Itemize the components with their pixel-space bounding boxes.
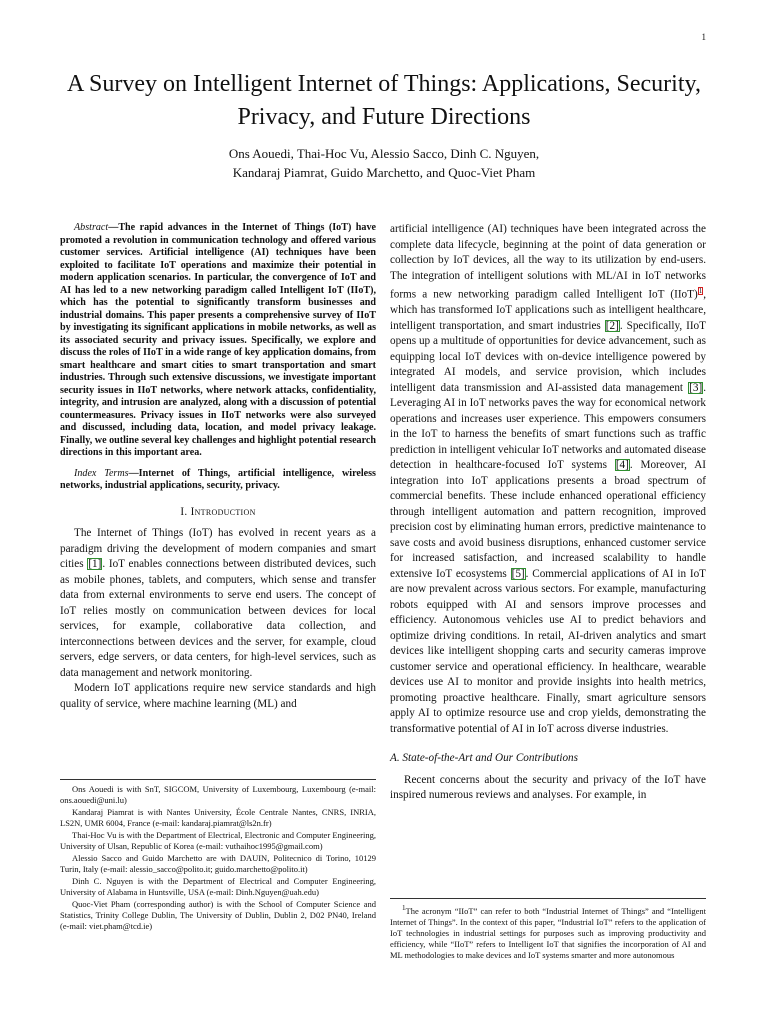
index-terms (60, 468, 376, 493)
left-column (60, 222, 376, 712)
section-title: Introduction (190, 505, 256, 518)
paper-title: A Survey on Intelligent Internet of Things: Applications, Security, Privacy, and Future Directions (67, 71, 701, 130)
affiliation-footnote: Ons Aouedi is with SnT, SIGCOM, University of Luxembourg, Luxembourg (e-mail: ons.aouedi@uni.lu) (60, 784, 376, 805)
right-text-b: , which has transformed IoT applications such as intelligent healthcare, intelligent transportation, and smart industries (390, 288, 706, 332)
footnote-text: The acronym “IIoT” can refer to both “Industrial Internet of Things” and “Intelligent Internet of Things”. In the context of this paper, “Industrial IoT” refers to the application of IoT technologies in industrial settings for purposes such as improving productivity and efficiency, while “IIoT” refers to Intelligent IoT that signifies the incorporation of AI and ML methodologies to make devices and IoT systems smarter and more autonomous (390, 905, 706, 960)
affiliation-footnote: Alessio Sacco and Guido Marchetto are with DAUIN, Politecnico di Torino, 10129 Turin, Italy (e-mail: alessio_sacco@polito.it; guido.marchetto@polito.it) (60, 853, 376, 874)
author-affiliations (60, 779, 376, 933)
subsection-heading: A. State-of-the-Art and Our Contributions (390, 752, 579, 765)
affiliation-footnote: Kandaraj Piamrat is with Nantes University, École Centrale Nantes, CNRS, INRIA, LS2N, UMR 6004, France (e-mail: kandaraj.piamrat@ls2n.fr) (60, 807, 376, 828)
page-number: 1 (701, 32, 706, 42)
abstract-text: —The rapid advances in the Internet of Things (IoT) have promoted a revolution in communication technology and offered various customer services. Artificial intelligence (AI) techniques have been exploited to facilitate IoT operations and maximize their potential in modern application scenarios. In particular, the convergence of IoT and AI has led to a new networking paradigm called Intelligent IoT (IIoT), which has the potential to significantly transform businesses and industrial domains. This paper presents a comprehensive survey of IIoT by investigating its significant applications in mobile networks, as well as its associated security and privacy issues. Specifically, we explore and discuss the roles of IIoT in a wide range of key application domains, from smart healthcare and smart cities to smart transportation and smart industries. Through such extensive discussions, we investigate important security issues in IIoT networks, where network attacks, confidentiality, integrity, and intrusion are analyzed, along with a discussion of potential countermeasures. Privacy issues in IIoT networks were also surveyed and discussed, including data, location, and model privacy leakage. Finally, we outline several key challenges and highlight potential research directions in this important area. (60, 222, 376, 458)
right-text-e: . Moreover, AI integration into IoT applications presents a broad spectrum of commercial benefits. These include enhanced operational efficiency through intelligent automation and pattern recognition, improved precision cost by eliminating human errors, predictive maintenance to save costs and avoid business disruptions, enhanced customer service for increased satisfaction, and increased scalability to handle extensive IoT ecosystems (390, 459, 706, 580)
footnote-iiot (390, 898, 706, 961)
authors-line-2: Kandaraj Piamrat, Guido Marchetto, and Quoc-Viet Pham (232, 165, 536, 180)
authors-line-1: Ons Aouedi, Thai-Hoc Vu, Alessio Sacco, Dinh C. Nguyen, (228, 146, 540, 161)
abstract (60, 222, 376, 460)
intro-paragraph-1 (60, 526, 376, 681)
section-numeral: I. (180, 505, 188, 518)
author-list (60, 144, 708, 182)
citation-link-4[interactable]: [4] (615, 459, 629, 472)
index-terms-text: —Internet of Things, artificial intelligence, wireless networks, industrial applications, security, privacy. (60, 467, 376, 491)
intro-paragraph-continued (390, 222, 706, 737)
right-text-a: artificial intelligence (AI) techniques have been integrated across the complete data lifecycle, beginning at the point of data generation or collection by IoT devices, all the way to its utilization by end-users. The integration of intelligent solutions with ML/AI in IoT networks forms a new networking paradigm called Intelligent IoT (IIoT) (390, 223, 706, 301)
citation-link-3[interactable]: [3] (689, 381, 703, 394)
citation-link-5[interactable]: [5] (511, 567, 525, 580)
right-text-f: . Commercial applications of AI in IoT are now prevalent across various sectors. For example, manufacturing robots equipped with AI and sensors improve processes and efficiency. Autonomous vehicles use AI to predict behaviors and optimize driving conditions. In retail, AI-driven analytics and smart devices like intelligent shopping carts and security cameras improve customer service and operational efficiency. In healthcare, wearable devices use AI to monitor and provide insights into health metrics, promoting proactive healthcare. Finally, smart agriculture sensors apply AI to optimize resource use and crop yields, demonstrating the transformative potential of AI in IoT across diverse industries. (390, 567, 707, 735)
subsection-paragraph: Recent concerns about the security and privacy of the IoT have inspired numerous reviews and analyses. For example, in (390, 773, 706, 802)
right-text-c: . Specifically, IIoT opens up a multitude of opportunities for device advancement, such as equipping local IoT devices with on-device intelligence powered by integrated AI models, and service provision, which includes intelligent data transmission and AI-assisted data management (390, 319, 706, 394)
right-column (390, 222, 706, 804)
section-heading-introduction (60, 505, 376, 521)
intro-text-b: . IoT enables connections between distributed devices, such as mobile phones, tablets, and computers, which sense and transfer data from external environments to serve end users. The concept of IoT relies mostly on communication between devices for local services, for example, collaborative data collection, and interconnections between devices and the server, for example, cloud servers, edge servers, or data centers, for high-level services, such as data management and network monitoring. (60, 558, 376, 679)
footnote-link-1[interactable]: 1 (698, 287, 703, 295)
affiliation-footnote: Thai-Hoc Vu is with the Department of Electrical, Electronic and Computer Engineering, University of Ulsan, Republic of Korea (e-mail: vuthaihoc1995@gmail.com) (60, 830, 376, 851)
intro-paragraph-2: Modern IoT applications require new service standards and high quality of service, where machine learning (ML) and (60, 682, 376, 710)
index-terms-lead: Index Terms (74, 467, 129, 479)
intro-text-a: The Internet of Things (IoT) has evolved in recent years as a paradigm driving the development of modern companies and smart cities (60, 527, 376, 570)
right-text-d: . Leveraging AI in IoT networks paves the way for economical network operations and increases user experience. This empowers consumers in the IoT to harness the benefits of smart functions such as traffic prediction in intelligent vehicular IoT networks and automated disease detection in healthcare-focused IoT systems (390, 381, 706, 472)
affiliation-footnote: Dinh C. Nguyen is with the Department of Electrical and Computer Engineering, University of Alabama in Huntsville, USA (e-mail: Dinh.Nguyen@uah.edu) (60, 876, 376, 897)
citation-link-2[interactable]: [2] (605, 319, 619, 332)
footnote-mark: 1 (402, 904, 406, 912)
abstract-lead: Abstract (74, 222, 109, 233)
affiliation-footnote: Quoc-Viet Pham (corresponding author) is with the School of Computer Science and Statistics, Trinity College Dublin, The University of Dublin, Dublin 2, D02 PN40, Ireland (e-mail: viet.pham@tcd.ie) (60, 899, 376, 931)
citation-link-1[interactable]: [1] (88, 558, 102, 570)
